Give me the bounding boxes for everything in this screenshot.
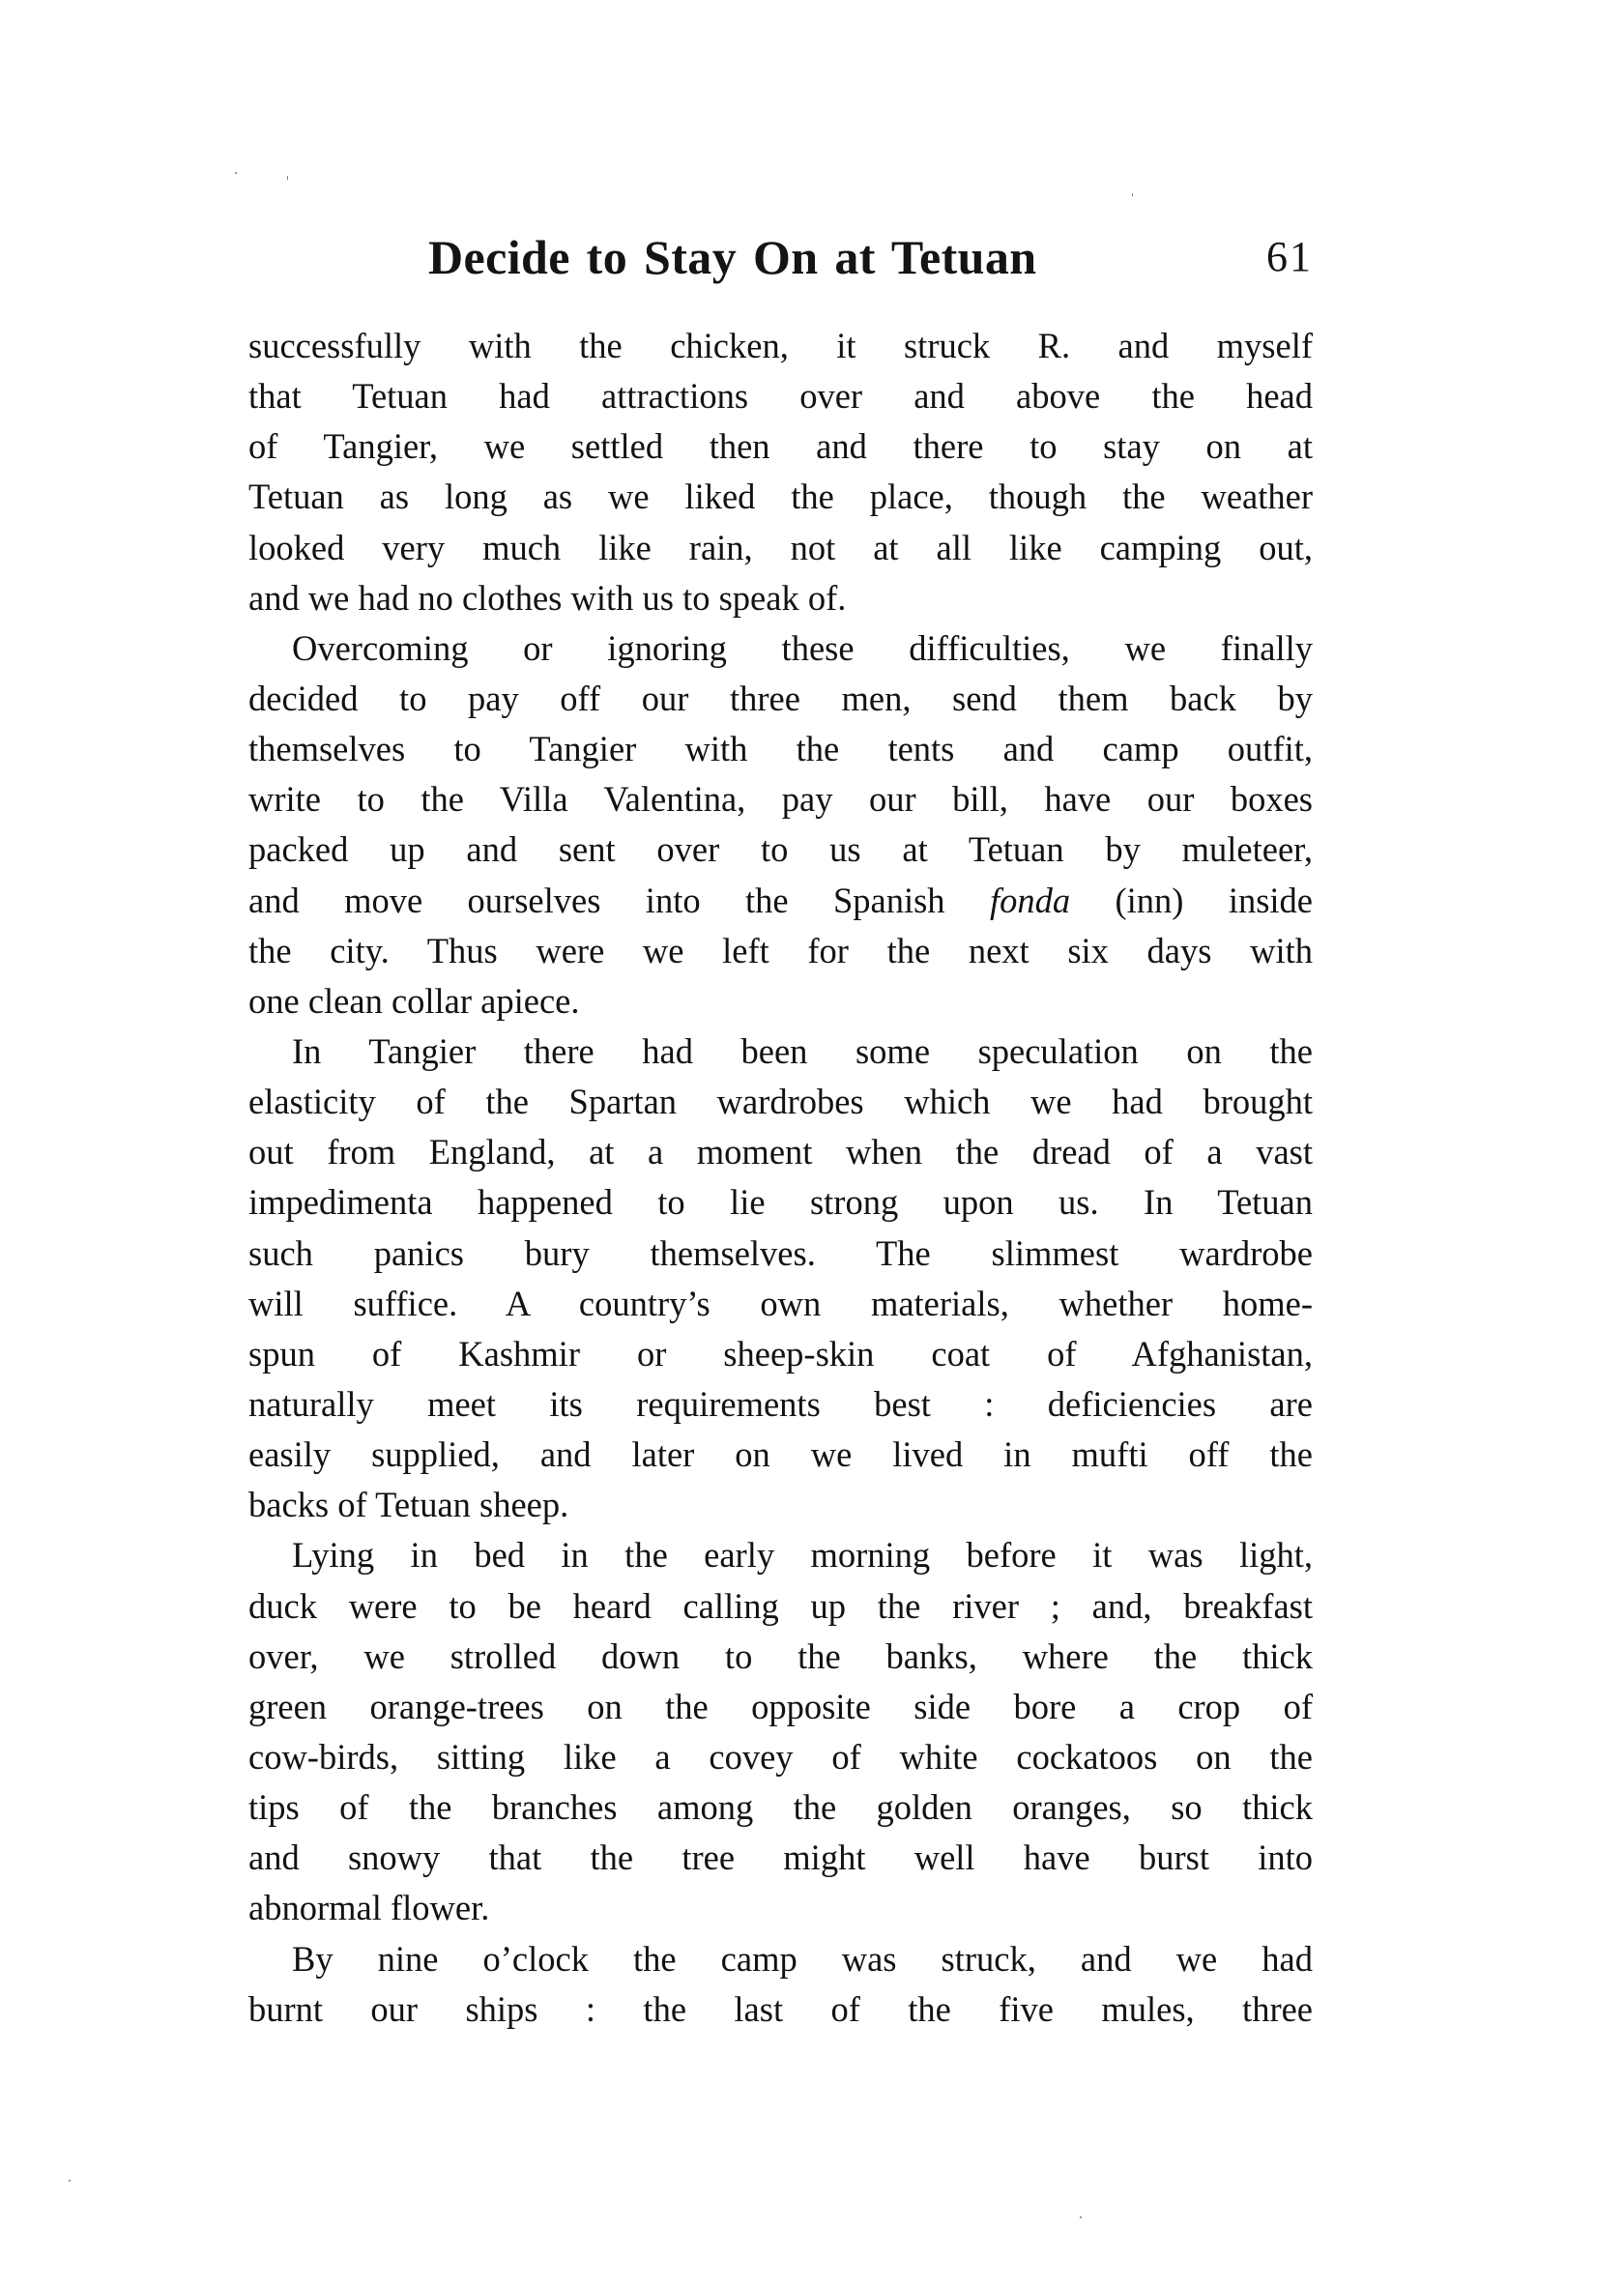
running-title: Decide to Stay On at Tetuan [428, 230, 1037, 284]
running-head [428, 228, 1313, 286]
text-line: tips of the branches among the golden oranges, so thick [248, 1787, 1313, 1828]
scan-speck [287, 176, 288, 180]
text-line: such panics bury themselves. The slimmest wardrobe [248, 1232, 1313, 1273]
text-line: the city. Thus were we left for the next six days with [248, 930, 1313, 970]
text-line: and we had no clothes with us to speak of. [248, 577, 847, 618]
scan-speck [1080, 2216, 1082, 2218]
text-line: backs of Tetuan sheep. [248, 1485, 569, 1525]
text-line: naturally meet its requirements best : deficiencies are [248, 1383, 1313, 1424]
scan-speck [1132, 193, 1133, 196]
text-line: out from England, at a moment when the dread of a vast [248, 1132, 1313, 1172]
text-line: easily supplied, and later on we lived in mufti off the [248, 1434, 1313, 1475]
text-line: Tetuan as long as we liked the place, though the weather [248, 477, 1313, 517]
text-line: duck were to be heard calling up the river ; and, breakfast [248, 1585, 1313, 1626]
text-line: Overcoming or ignoring these difficulties, we finally [292, 627, 1313, 668]
text-line: will suffice. A country’s own materials, whether home- [248, 1283, 1313, 1323]
text-line: write to the Villa Valentina, pay our bill, have our boxes [248, 779, 1313, 820]
text-line [248, 876, 1313, 926]
text-line: green orange-trees on the opposite side bore a crop of [248, 1686, 1313, 1726]
italic-word: fonda [989, 880, 1071, 920]
page-number: 61 [1266, 233, 1313, 280]
text-line: spun of Kashmir or sheep-skin coat of Afghanistan, [248, 1333, 1313, 1374]
text-line: looked very much like rain, not at all like camping out, [248, 527, 1313, 567]
paragraph [248, 1934, 1313, 2035]
paragraph [248, 623, 1313, 1027]
text-line: Lying in bed in the early morning before it was light, [292, 1535, 1313, 1576]
text-line: decided to pay off our three men, send them back by [248, 678, 1313, 718]
text-line: By nine o’clock the camp was struck, and we had [292, 1938, 1313, 1979]
text-line: themselves to Tangier with the tents and camp outfit, [248, 729, 1313, 769]
text-line: cow-birds, sitting like a covey of white cockatoos on the [248, 1736, 1313, 1777]
scan-speck [69, 2180, 71, 2182]
text-run: (inn) inside [1070, 880, 1314, 920]
text-run: and move ourselves into the Spanish [248, 880, 990, 920]
scan-speck [235, 172, 237, 174]
paragraph [248, 321, 1313, 623]
text-line: packed up and sent over to us at Tetuan by muleteer, [248, 829, 1313, 870]
text-line: over, we strolled down to the banks, where the thick [248, 1635, 1313, 1676]
body-text [248, 321, 1313, 2035]
text-line: that Tetuan had attractions over and above the head [248, 376, 1313, 417]
text-line: abnormal flower. [248, 1888, 490, 1928]
text-line: burnt our ships : the last of the five mules, three [248, 1988, 1313, 2029]
text-line: impedimenta happened to lie strong upon us. In Tetuan [248, 1182, 1313, 1223]
paragraph [248, 1530, 1313, 1933]
text-line: and snowy that the tree might well have burst into [248, 1837, 1313, 1878]
paragraph [248, 1027, 1313, 1530]
text-line: one clean collar apiece. [248, 980, 580, 1021]
text-line: of Tangier, we settled then and there to stay on at [248, 426, 1313, 467]
text-line: elasticity of the Spartan wardrobes which we had brought [248, 1082, 1313, 1122]
text-line: In Tangier there had been some speculation on the [292, 1030, 1313, 1071]
text-line: successfully with the chicken, it struck R. and myself [248, 326, 1313, 365]
